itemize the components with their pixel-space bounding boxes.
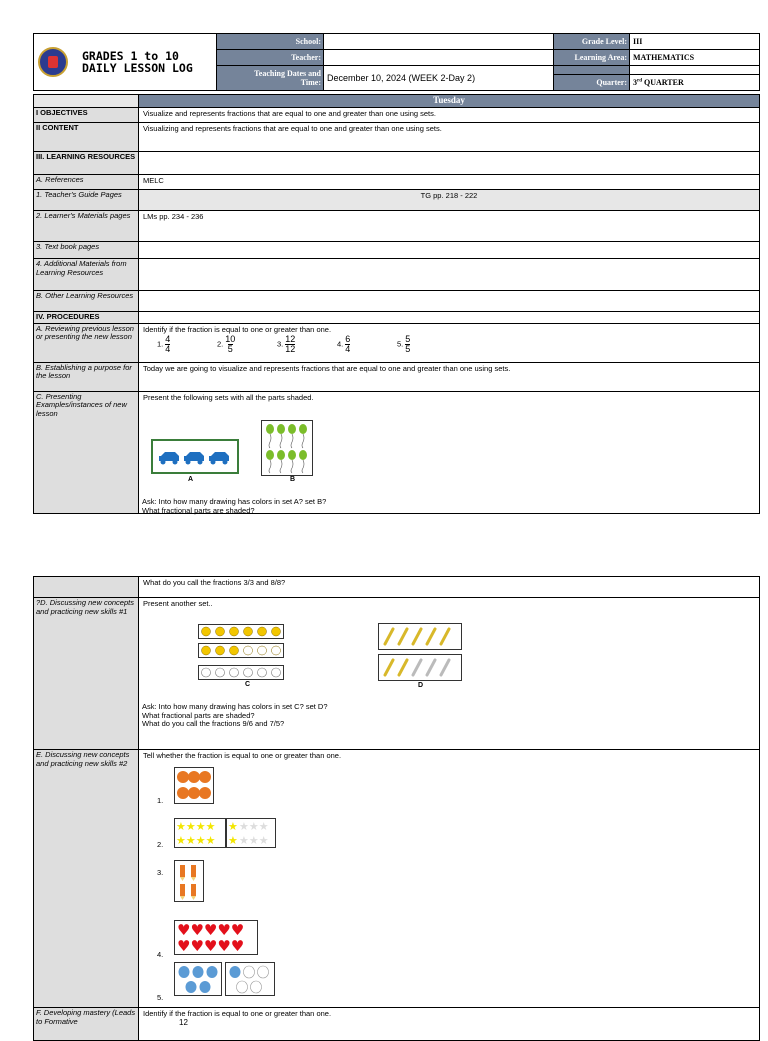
item-4-number: 4. xyxy=(157,950,164,959)
item-2-picture-b xyxy=(226,818,276,848)
review-fraction xyxy=(285,335,295,354)
discuss1-ask-line3: What do you call the fractions 9/6 and 7/5? xyxy=(142,719,285,728)
textbook-label: 3. Text book pages xyxy=(34,242,139,259)
cars-icon xyxy=(153,441,237,472)
content-label: II CONTENT xyxy=(34,123,139,152)
tg-label: 1. Teacher's Guide Pages xyxy=(34,190,139,211)
balloons-icon xyxy=(262,421,312,475)
item-2-picture-a xyxy=(174,818,226,848)
blue-shapes-icon xyxy=(175,963,221,995)
lm-label: 2. Learner's Materials pages xyxy=(34,211,139,242)
item-5-number: 5. xyxy=(157,993,164,1002)
stars-icon xyxy=(175,819,225,847)
mastery-text: Identify if the fraction is equal to one or greater than one. xyxy=(143,1009,332,1018)
area-value: MATHEMATICS xyxy=(630,50,760,66)
set-d-row2 xyxy=(378,654,462,681)
tg-text: TG pp. 218 - 222 xyxy=(139,190,760,211)
purpose-text: Today we are going to visualize and represents fractions that are equal to one and greater than one using sets. xyxy=(139,362,760,391)
review-fraction xyxy=(405,335,410,354)
item-5-picture-b xyxy=(225,962,275,996)
additional-value xyxy=(139,259,760,291)
set-c-row1 xyxy=(198,624,284,639)
blank-value xyxy=(630,66,760,75)
procedures-value xyxy=(139,312,760,324)
balls-icon xyxy=(175,768,213,803)
review-item-number: 3. xyxy=(277,338,284,348)
mastery-cell xyxy=(139,1008,760,1041)
references-label: A. References xyxy=(34,175,139,190)
references-text: MELC xyxy=(139,175,760,190)
discuss1-ask-line2: What fractional parts are shaded? xyxy=(142,710,255,720)
lesson-table-page1 xyxy=(33,94,760,514)
review-items xyxy=(143,335,755,354)
objectives-label: I OBJECTIVES xyxy=(34,108,139,123)
presenting-text: Present the following sets with all the parts shaded. xyxy=(143,392,314,402)
discuss2-text: Tell whether the fraction is equal to one or greater than one. xyxy=(143,751,342,760)
school-value xyxy=(324,34,554,50)
review-fraction xyxy=(225,335,235,354)
item-1-picture xyxy=(174,767,214,804)
resources-label: III. LEARNING RESOURCES xyxy=(34,152,139,175)
review-fraction xyxy=(165,335,170,354)
svg-text:★: ★ xyxy=(228,820,238,833)
quarter-value xyxy=(630,75,760,91)
svg-text:♥♥♥♥♥: ♥♥♥♥♥ xyxy=(177,937,245,954)
review-item-number: 5. xyxy=(397,338,404,348)
title-line2: DAILY LESSON LOG xyxy=(82,61,193,75)
pencils-icon xyxy=(379,624,461,649)
pencil-stubs-icon xyxy=(175,861,203,901)
mastery-first-num: 12 xyxy=(179,1018,188,1027)
review-item xyxy=(397,335,457,354)
discuss1-ask xyxy=(142,703,328,729)
header-table xyxy=(33,33,760,91)
dates-label-line2: Time: xyxy=(300,78,321,87)
item-1-number: 1. xyxy=(157,796,164,805)
review-item xyxy=(277,335,337,354)
presenting-label: C. Presenting Examples/instances of new lesson xyxy=(34,391,139,513)
item-4-picture xyxy=(174,920,258,955)
purpose-label: B. Establishing a purpose for the lesson xyxy=(34,362,139,391)
review-item-number: 4. xyxy=(337,338,344,348)
presenting-ask-line2: What fractional parts are shaded? xyxy=(142,506,255,515)
blank-label xyxy=(554,66,630,75)
resources-value xyxy=(139,152,760,175)
item-3-number: 3. xyxy=(157,868,164,877)
review-fraction xyxy=(345,335,350,354)
flowers-icon xyxy=(199,625,283,638)
reviewing-label: A. Reviewing previous lesson or presenting the new lesson xyxy=(34,323,139,362)
additional-label: 4. Additional Materials from Learning Resources xyxy=(34,259,139,291)
set-d-row1 xyxy=(378,623,462,650)
svg-text:★★★: ★★★ xyxy=(239,820,269,833)
set-c-row2 xyxy=(198,643,284,658)
svg-text:★★★: ★★★ xyxy=(239,834,269,847)
discuss1-ask-line1: Ask: Into how many drawing has colors in set C? set D? xyxy=(142,702,328,711)
deped-seal-icon xyxy=(38,47,68,77)
set-a-picture xyxy=(151,439,239,474)
other-resources-label: B. Other Learning Resources xyxy=(34,291,139,312)
fraction-numerator: 6 xyxy=(345,333,351,344)
fraction-numerator: 12 xyxy=(285,333,296,344)
review-item xyxy=(217,335,277,354)
quarter-num: 3 xyxy=(633,78,637,87)
blue-shapes-outline-icon xyxy=(226,963,274,995)
mastery-label: F. Developing mastery (Leads to Formative xyxy=(34,1008,139,1041)
svg-text:★★★★: ★★★★ xyxy=(176,820,216,833)
objectives-text: Visualize and represents fractions that are equal to one and greater than one using sets. xyxy=(139,108,760,123)
grade-label: Grade Level: xyxy=(554,34,630,50)
presenting-ask xyxy=(142,497,326,515)
item-5-picture-a xyxy=(174,962,222,996)
set-c-caption: C xyxy=(245,681,251,688)
fraction-numerator: 10 xyxy=(225,333,236,344)
svg-text:♥♥♥♥♥: ♥♥♥♥♥ xyxy=(177,921,245,939)
other-resources-value xyxy=(139,291,760,312)
fraction-denominator: 12 xyxy=(285,343,296,354)
reviewing-text: Identify if the fraction is equal to one or greater than one. xyxy=(143,324,332,334)
logo-cell xyxy=(34,34,217,91)
quarter-label: Quarter: xyxy=(554,75,630,91)
area-label: Learning Area: xyxy=(554,50,630,66)
discuss1-label: ?D. Discussing new concepts and practicing new skills #1 xyxy=(34,598,139,750)
flowers-icon xyxy=(199,644,283,657)
title-line1: GRADES 1 to 10 xyxy=(82,49,179,63)
dates-label xyxy=(217,66,324,91)
hearts-icon xyxy=(175,921,257,954)
presenting-ask-line1: Ask: Into how many drawing has colors in set A? set B? xyxy=(142,497,327,506)
cont-text: What do you call the fractions 3/3 and 8/8? xyxy=(139,577,760,598)
school-label: School: xyxy=(217,34,324,50)
fraction-denominator: 4 xyxy=(345,343,351,354)
svg-text:★★★★: ★★★★ xyxy=(176,834,216,847)
dates-value: December 10, 2024 (WEEK 2-Day 2) xyxy=(324,66,554,91)
stars-icon xyxy=(227,819,275,847)
set-a-caption: A xyxy=(188,476,194,483)
item-2-number: 2. xyxy=(157,840,164,849)
review-item xyxy=(157,335,217,354)
set-d-caption: D xyxy=(418,682,424,689)
cont-label xyxy=(34,577,139,598)
set-c-row3 xyxy=(198,665,284,680)
textbook-value xyxy=(139,242,760,259)
day-header: Tuesday xyxy=(139,95,760,108)
teacher-value xyxy=(324,50,554,66)
dates-label-line1: Teaching Dates and xyxy=(254,69,321,78)
review-item-number: 2. xyxy=(217,338,224,348)
discuss1-text: Present another set.. xyxy=(143,599,213,608)
set-b-picture xyxy=(261,420,313,476)
fraction-numerator: 5 xyxy=(405,333,411,344)
fraction-denominator: 5 xyxy=(227,343,233,354)
pencils-icon xyxy=(379,655,461,680)
review-item xyxy=(337,335,397,354)
lm-text: LMs pp. 234 - 236 xyxy=(139,211,760,242)
procedures-label: IV. PROCEDURES xyxy=(34,312,139,324)
fraction-denominator: 5 xyxy=(405,343,411,354)
flowers-outline-icon xyxy=(199,666,283,679)
discuss2-label: E. Discussing new concepts and practicing new skills #2 xyxy=(34,750,139,1008)
reviewing-cell xyxy=(139,323,760,362)
teacher-label: Teacher: xyxy=(217,50,324,66)
fraction-numerator: 4 xyxy=(165,333,171,344)
fraction-denominator: 4 xyxy=(165,343,171,354)
svg-text:★: ★ xyxy=(228,834,238,847)
review-item-number: 1. xyxy=(157,338,164,348)
grade-value: III xyxy=(630,34,760,50)
quarter-rest: QUARTER xyxy=(642,78,684,87)
quarter-sup: rd xyxy=(637,78,642,84)
set-b-caption: B xyxy=(290,476,296,483)
item-3-picture xyxy=(174,860,204,902)
content-text: Visualizing and represents fractions that are equal to one and greater than one using sets. xyxy=(139,123,760,152)
blank-corner xyxy=(34,95,139,108)
